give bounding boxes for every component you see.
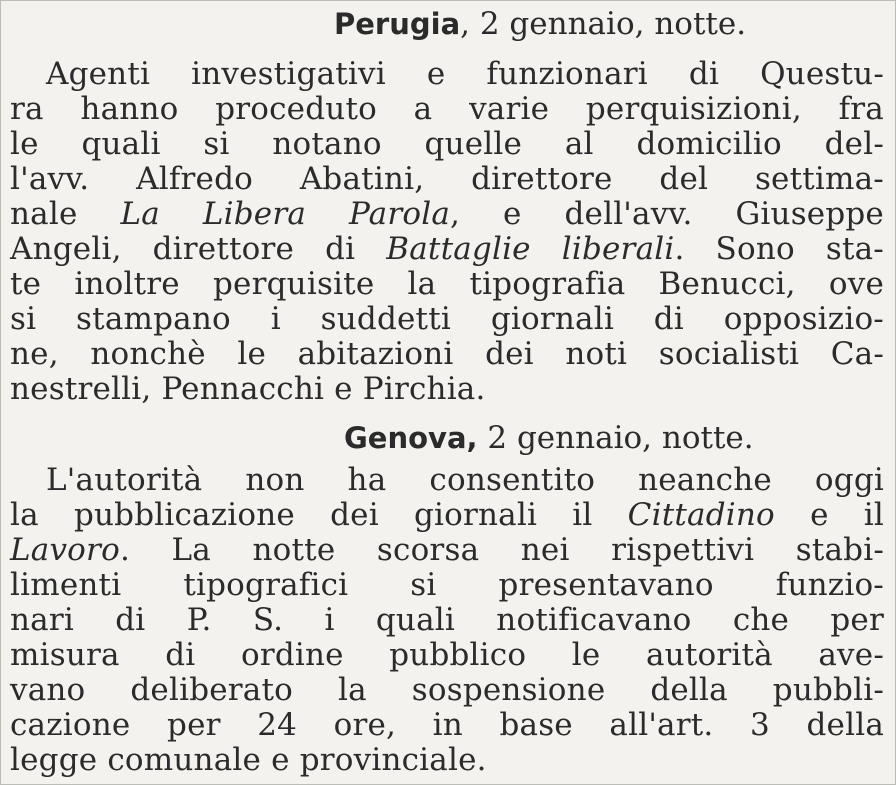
text-line: nari di P. S. i quali notificavano che per	[10, 602, 884, 638]
text-line	[10, 497, 884, 533]
text-line: si stampano i suddetti giornali di opposizio-	[10, 301, 884, 337]
text-line: limenti tipografici si presentavano funzio-	[10, 567, 884, 603]
text-line	[10, 196, 884, 232]
text-line: Agenti investigativi e funzionari di Questu-	[46, 56, 884, 92]
place-name: Perugia	[334, 7, 461, 41]
text-span: nale	[10, 196, 78, 232]
newspaper-title: Battaglie liberali	[386, 231, 675, 267]
dateline-genova	[344, 420, 754, 456]
text-span: . Sono sta-	[674, 231, 884, 267]
newspaper-title: Lavoro	[10, 532, 120, 568]
text-line: l'avv. Alfredo Abatini, direttore del settima-	[10, 161, 884, 197]
text-line: misura di ordine pubblico le autorità ave-	[10, 637, 884, 673]
dateline-perugia	[334, 6, 746, 42]
text-line: nestrelli, Pennacchi e Pirchia.	[10, 371, 486, 407]
text-line: ra hanno proceduto a varie perquisizioni, fra	[10, 91, 884, 127]
text-line: legge comunale e provinciale.	[10, 742, 487, 778]
place-name: Genova,	[344, 421, 478, 455]
text-line: vano deliberato la sospensione della pubbli-	[10, 672, 884, 708]
newspaper-title: La Libera Parola	[120, 196, 451, 232]
text-span: . La notte scorsa nei rispettivi stabi-	[119, 532, 884, 568]
newspaper-title: Cittadino	[627, 497, 775, 533]
text-span: Angeli, direttore di	[10, 231, 356, 267]
text-line: cazione per 24 ore, in base all'art. 3 della	[10, 707, 884, 743]
text-line: le quali si notano quelle al domicilio del-	[10, 126, 884, 162]
text-line: ne, nonchè le abitazioni dei noti socialisti Ca-	[10, 336, 884, 372]
text-span: , e dell'avv. Giuseppe	[450, 196, 884, 232]
text-line	[10, 532, 884, 568]
text-line: L'autorità non ha consentito neanche oggi	[46, 462, 884, 498]
text-span: la pubblicazione dei giornali il	[10, 497, 593, 533]
date-text: , 2 gennaio, notte.	[460, 6, 747, 42]
date-text: 2 gennaio, notte.	[477, 420, 754, 456]
text-line	[10, 231, 884, 267]
text-line: te inoltre perquisite la tipografia Benucci, ove	[10, 266, 884, 302]
text-span: e il	[810, 497, 884, 533]
